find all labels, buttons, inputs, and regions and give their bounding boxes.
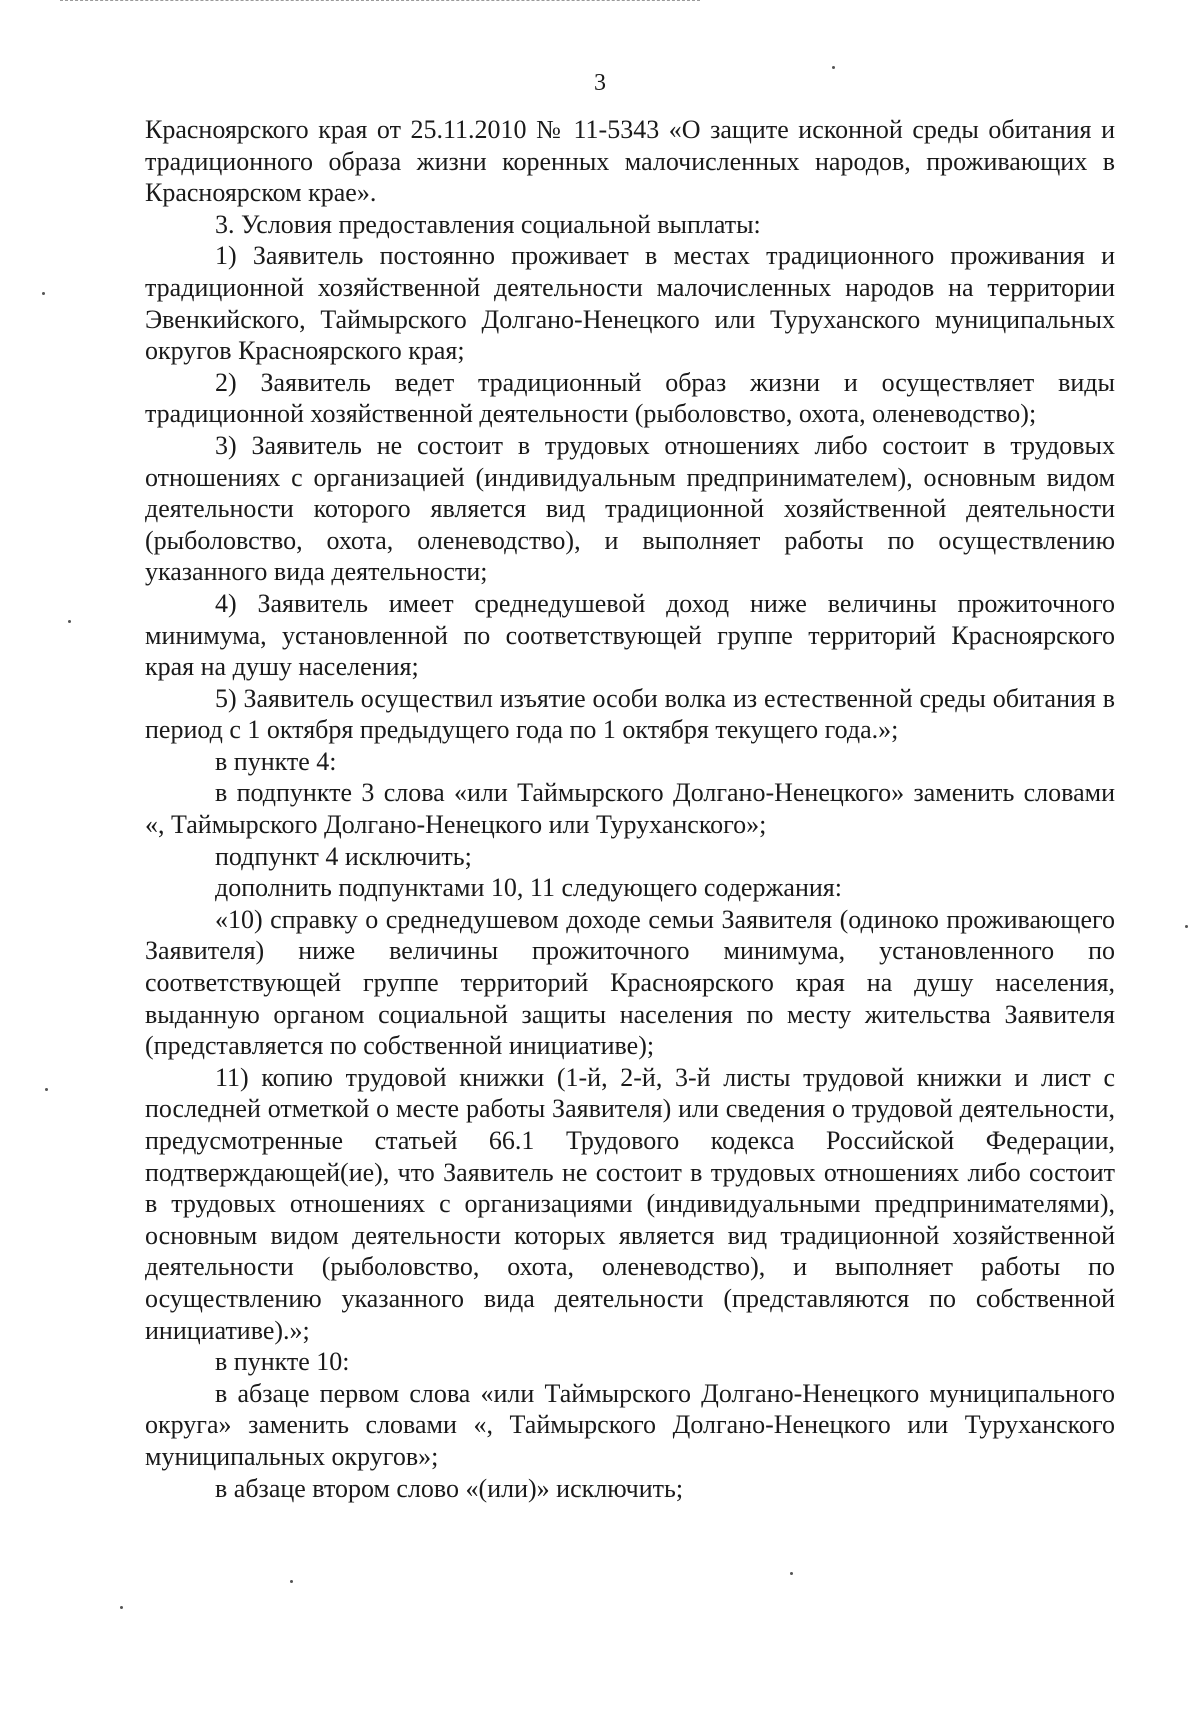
scan-speck (290, 1580, 293, 1583)
paragraph: дополнить подпунктами 10, 11 следующего содержания: (215, 873, 842, 903)
paragraph: 2) Заявитель ведет традиционный образ жизни и осуществляет виды традиционной хозяйственной деятельности (рыболовство, охота, оленеводство); (145, 367, 1115, 429)
document-body (145, 114, 1115, 1504)
paragraph: 5) Заявитель осуществил изъятие особи волка из естественной среды обитания в период с 1 октября предыдущего года по 1 октября текущего года.»; (145, 683, 1115, 745)
paragraph: 3) Заявитель не состоит в трудовых отношениях либо состоит в трудовых отношениях с организацией (индивидуальным предпринимателем), основным видом деятельности которого является вид традиционной хозяйственной деятельности (рыболовство, охота, оленеводство), и выполняет работы по осуществлению указанного вида деятельности; (145, 430, 1115, 587)
paragraph: «10) справку о среднедушевом доходе семьи Заявителя (одиноко проживающего Заявителя) ниже величины прожиточного минимума, установленного по соответствующей группе территорий Красноярского края на душу населения, выданную органом социальной защиты населения по месту жительства Заявителя (представляется по собственной инициативе); (145, 904, 1115, 1061)
scan-speck (832, 66, 835, 69)
scan-speck (45, 1088, 48, 1091)
scan-speck (790, 1572, 793, 1575)
paragraph: 4) Заявитель имеет среднедушевой доход ниже величины прожиточного минимума, установленной по соответствующей группе территорий Красноярского края на душу населения; (145, 588, 1115, 682)
scan-speck (120, 1606, 123, 1609)
page-number: 3 (594, 70, 606, 96)
paragraph: в пункте 4: (215, 746, 337, 776)
scan-edge-line (60, 0, 700, 1)
paragraph: 1) Заявитель постоянно проживает в местах традиционного проживания и традиционной хозяйственной деятельности малочисленных народов на территории Эвенкийского, Таймырского Долгано-Ненецкого или Туруханского муниципальных округов Красноярского края; (145, 241, 1115, 366)
paragraph: в абзаце втором слово «(или)» исключить; (215, 1473, 684, 1503)
paragraph: 11) копию трудовой книжки (1-й, 2-й, 3-й листы трудовой книжки и лист с последней отметкой о месте работы Заявителя) или сведения о трудовой деятельности, предусмотренные статьей 66.1 Трудового кодекса Российской Федерации, подтверждающей(ие), что Заявитель не состоит в трудовых отношениях либо состоит в трудовых отношениях с организациями (индивидуальными предпринимателями), основным видом деятельности которых является вид традиционной хозяйственной деятельности (рыболовство, охота, оленеводство), и выполняет работы по осуществлению указанного вида деятельности (представляются по собственной инициативе).»; (145, 1062, 1115, 1345)
paragraph: в абзаце первом слова «или Таймырского Долгано-Ненецкого муниципального округа» заменить словами «, Таймырского Долгано-Ненецкого или Туруханского муниципальных округов»; (145, 1378, 1115, 1471)
scan-speck (68, 620, 71, 623)
paragraph: Красноярского края от 25.11.2010 № 11-5343 «О защите исконной среды обитания и традиционного образа жизни коренных малочисленных народов, проживающих в Красноярском крае». (145, 115, 1115, 208)
scan-speck (1185, 925, 1188, 928)
paragraph: в подпункте 3 слова «или Таймырского Долгано-Ненецкого» заменить словами «, Таймырского Долгано-Ненецкого или Туруханского»; (145, 778, 1115, 840)
paragraph: подпункт 4 исключить; (215, 841, 472, 871)
paragraph: в пункте 10: (215, 1347, 350, 1377)
scan-speck (42, 292, 45, 295)
paragraph: 3. Условия предоставления социальной выплаты: (215, 209, 761, 239)
